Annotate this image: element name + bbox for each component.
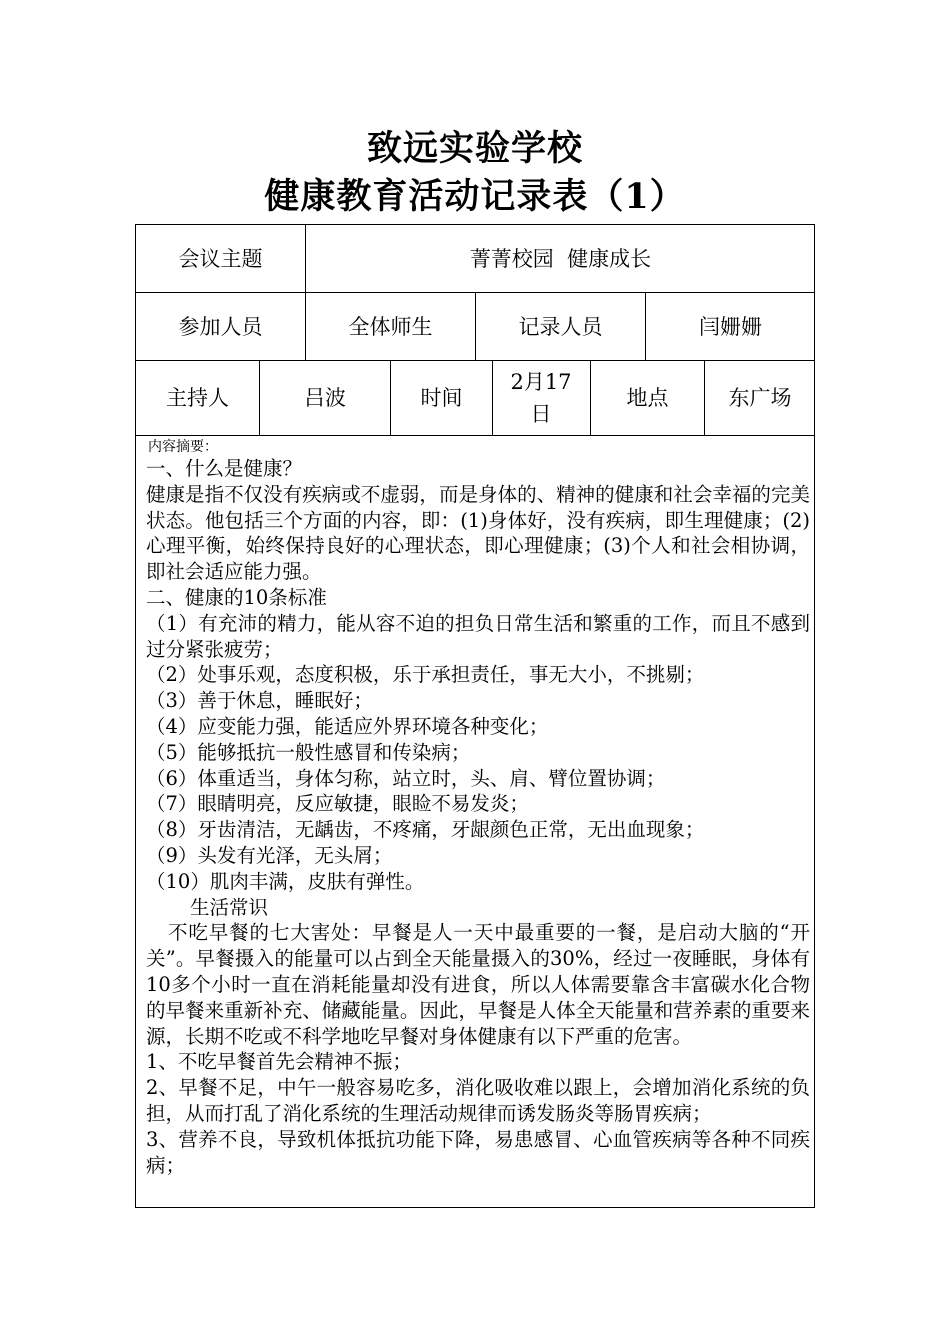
host-value: 吕波 (304, 386, 346, 410)
participants-label: 参加人员 (178, 314, 263, 339)
recorder-label: 记录人员 (518, 314, 603, 339)
recorder-value: 闫姗姗 (699, 314, 762, 339)
form-title: 健康教育活动记录表（1） (264, 176, 686, 217)
list-item: （5）能够抵抗一般性感冒和传染病； (146, 740, 471, 764)
list-item: （4）应变能力强，能适应外界环境各种变化； (146, 714, 549, 738)
list-item: （10）肌肉丰满，皮肤有弹性。 (146, 869, 425, 893)
location-value: 东广场 (728, 386, 792, 410)
summary-content (146, 438, 810, 1178)
list-item: （7）眼睛明亮，反应敏捷，眼睑不易发炎； (146, 792, 529, 816)
list-item: 1、不吃早餐首先会精神不振； (146, 1050, 412, 1074)
topic-value: 菁菁校园 健康成长 (469, 246, 652, 271)
list-item: （3）善于休息，睡眠好； (146, 689, 373, 713)
time-value: 2月17日 (510, 370, 572, 426)
column-divider (492, 360, 493, 435)
section-heading: 一、什么是健康？ (146, 457, 303, 480)
list-item: 2、早餐不足，中午一般容易吃多，消化吸收难以跟上，会增加消化系统的负担，从而打乱了消化系统的生理活动规律而诱发肠炎等肠胃疾病； (146, 1076, 810, 1125)
list-item: （6）体重适当，身体匀称，站立时，头、肩、臂位置协调； (146, 766, 666, 790)
school-name: 致远实验学校 (366, 128, 583, 169)
section-heading: 二、健康的10条标准 (146, 585, 327, 609)
list-item: （1）有充沛的精力，能从容不迫的担负日常生活和繁重的工作，而且不感到过分紧张疲劳； (146, 611, 810, 661)
paragraph: 健康是指不仅没有疾病或不虚弱，而是身体的、精神的健康和社会幸福的完美状态。他包括三个方面的内容，即：(1)身体好，没有疾病，即生理健康；(2)心理平衡，始终保持良好的心理状态，即心理健康；(3)个人和社会相协调，即社会适应能力强。 (146, 482, 810, 584)
summary-label: 内容摘要： (148, 439, 218, 455)
topic-label: 会议主题 (178, 246, 263, 271)
row-divider (136, 435, 814, 436)
list-item: （9）头发有光泽，无头屑； (146, 843, 393, 867)
time-label: 时间 (420, 386, 463, 410)
participants-value: 全体师生 (348, 314, 433, 339)
list-item: （8）牙齿清洁，无龋齿，不疼痛，牙龈颜色正常，无出血现象； (146, 818, 705, 842)
paragraph: 不吃早餐的七大害处：早餐是人一天中最重要的一餐，是启动大脑的“开关”。早餐摄入的能量可以占到全天能量摄入的30%，经过一夜睡眠，身体有10多个小时一直在消耗能量却没有进食，所以人体需要靠含丰富碳水化合物的早餐来重新补充、储藏能量。因此，早餐是人体全天能量和营养素的重要来源，长期不吃或不科学地吃早餐对身体健康有以下严重的危害。 (146, 921, 810, 1048)
subheading: 生活常识 (190, 895, 269, 919)
list-item: （2）处事乐观，态度积极，乐于承担责任，事无大小，不挑剔； (146, 663, 705, 687)
record-table (135, 224, 815, 1208)
location-label: 地点 (626, 386, 669, 410)
list-item: 3、营养不良，导致机体抵抗功能下降，易患感冒、心血管疾病等各种不同疾病； (146, 1127, 810, 1177)
host-label: 主持人 (166, 386, 229, 410)
